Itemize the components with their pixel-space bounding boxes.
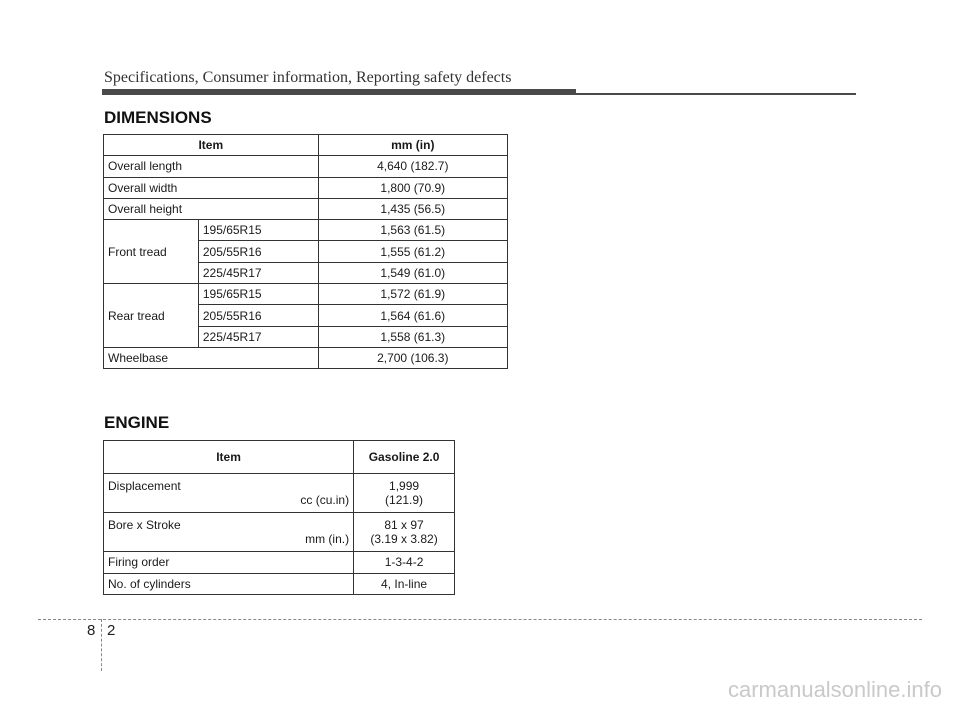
row-item: No. of cylinders <box>104 573 354 595</box>
row-item: Overall length <box>104 156 319 177</box>
row-item: Overall height <box>104 198 319 219</box>
tire-size: 225/45R17 <box>198 262 318 283</box>
header-item: Item <box>104 135 319 156</box>
row-value: 1,564 (61.6) <box>318 305 507 326</box>
table-row <box>104 573 455 595</box>
table-row <box>104 284 508 305</box>
row-item: Firing order <box>104 552 354 574</box>
table-header-row <box>104 441 455 474</box>
bore-stroke-value-imperial: (3.19 x 3.82) <box>370 532 438 546</box>
dimensions-title: DIMENSIONS <box>104 108 212 127</box>
row-value: 4, In-line <box>354 573 455 595</box>
bore-stroke-unit: mm (in.) <box>305 532 350 546</box>
table-row <box>104 198 508 219</box>
row-value: 4,640 (182.7) <box>318 156 507 177</box>
displacement-value: 1,999 <box>389 479 420 493</box>
table-row <box>104 156 508 177</box>
page-chapter-number: 8 <box>87 622 96 639</box>
row-item: Wheelbase <box>104 347 319 368</box>
front-tread-label: Front tread <box>104 220 199 284</box>
table-row <box>104 220 508 241</box>
header-engine: Gasoline 2.0 <box>354 441 455 474</box>
page-number: 2 <box>107 622 116 639</box>
row-value: 1,549 (61.0) <box>318 262 507 283</box>
table-row <box>104 347 508 368</box>
tire-size: 205/55R16 <box>198 241 318 262</box>
header-rule-thin <box>576 93 856 95</box>
footer-page-divider <box>101 619 102 671</box>
engine-table <box>103 440 455 595</box>
bore-stroke-label: Bore x Stroke <box>108 518 181 532</box>
header-unit: mm (in) <box>318 135 507 156</box>
row-value: 1,563 (61.5) <box>318 220 507 241</box>
row-item <box>104 513 354 552</box>
tire-size: 225/45R17 <box>198 326 318 347</box>
tire-size: 195/65R15 <box>198 220 318 241</box>
header-item: Item <box>104 441 354 474</box>
row-item: Overall width <box>104 177 319 198</box>
footer-divider <box>38 619 922 620</box>
tire-size: 205/55R16 <box>198 305 318 326</box>
table-row <box>104 474 455 513</box>
dimensions-table <box>103 134 508 369</box>
row-item <box>104 474 354 513</box>
row-value <box>354 513 455 552</box>
table-row <box>104 513 455 552</box>
displacement-unit: cc (cu.in) <box>300 493 350 507</box>
row-value: 1,435 (56.5) <box>318 198 507 219</box>
page-header-title: Specifications, Consumer information, Reporting safety defects <box>104 69 512 86</box>
watermark-text: carmanualsonline.info <box>727 677 942 702</box>
tire-size: 195/65R15 <box>198 284 318 305</box>
table-row <box>104 177 508 198</box>
rear-tread-label: Rear tread <box>104 284 199 348</box>
row-value: 1,800 (70.9) <box>318 177 507 198</box>
row-value: 1,572 (61.9) <box>318 284 507 305</box>
table-header-row <box>104 135 508 156</box>
engine-title: ENGINE <box>104 413 170 432</box>
table-row <box>104 552 455 574</box>
row-value <box>354 474 455 513</box>
header-rule-thick <box>102 89 576 95</box>
bore-stroke-value: 81 x 97 <box>384 518 424 532</box>
row-value: 1,558 (61.3) <box>318 326 507 347</box>
displacement-value-imperial: (121.9) <box>385 493 424 507</box>
row-value: 1,555 (61.2) <box>318 241 507 262</box>
displacement-label: Displacement <box>108 479 181 493</box>
row-value: 1-3-4-2 <box>354 552 455 574</box>
row-value: 2,700 (106.3) <box>318 347 507 368</box>
